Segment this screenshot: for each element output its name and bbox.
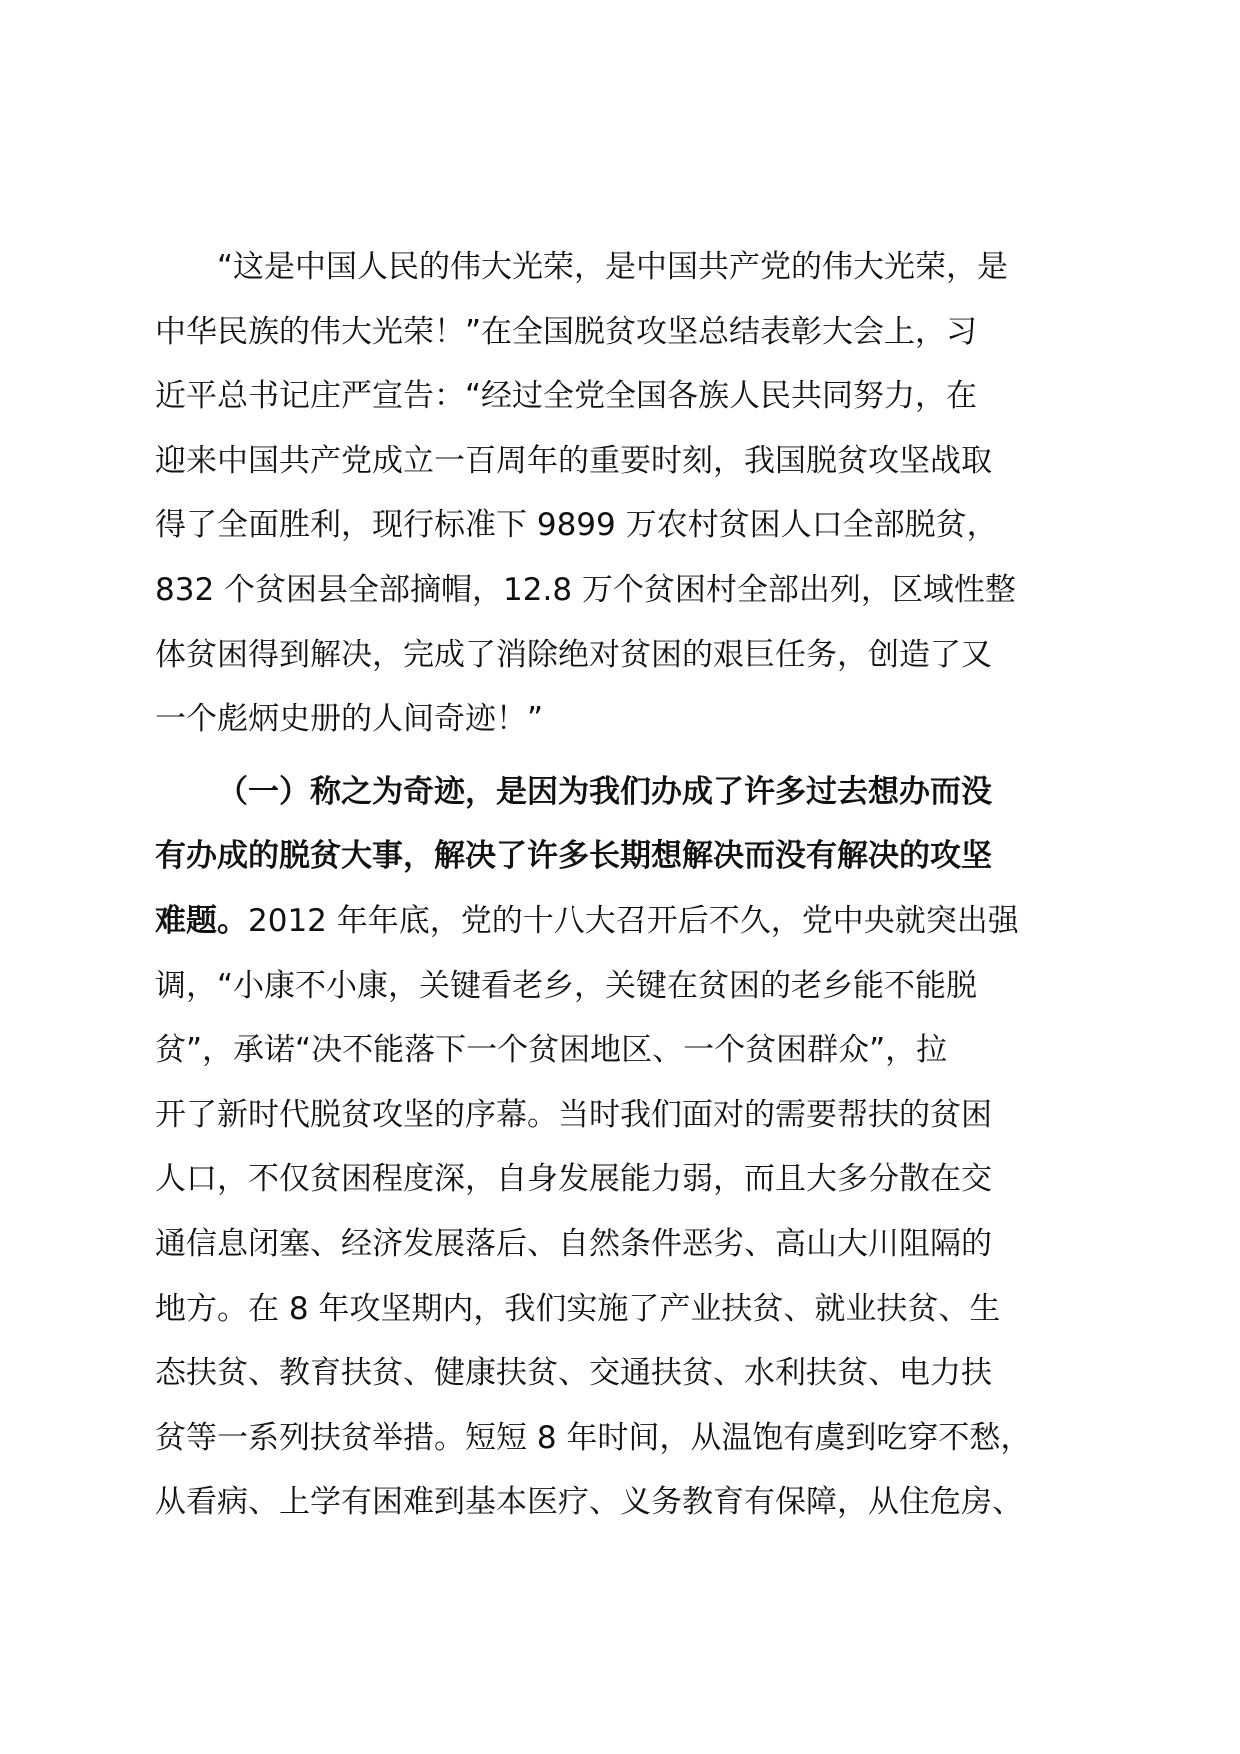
paragraph-line: 地方。在 8 年攻坚期内，我们实施了产业扶贫、就业扶贫、生 xyxy=(155,1290,1001,1327)
paragraph-line: 近平总书记庄严宣告：“经过全党全国各族人民共同努力，在 xyxy=(155,378,978,415)
paragraph-line: 体贫困得到解决，完成了消除绝对贫困的艰巨任务，创造了又 xyxy=(155,636,992,673)
section-heading-line: （一）称之为奇迹，是因为我们办成了许多过去想办而没 xyxy=(217,773,992,810)
paragraph-line: 态扶贫、教育扶贫、健康扶贫、交通扶贫、水利扶贫、电力扶 xyxy=(155,1355,992,1392)
paragraph-spacer xyxy=(155,752,1085,760)
paragraph-line: “这是中国人民的伟大光荣，是中国共产党的伟大光荣，是 xyxy=(217,249,1009,285)
paragraph-line: 得了全面胜利，现行标准下 9899 万农村贫困人口全部脱贫， xyxy=(155,507,998,544)
paragraph-line: 从看病、上学有困难到基本医疗、义务教育有保障，从住危房、 xyxy=(155,1484,1023,1521)
section-heading-end: 难题。 xyxy=(155,902,248,939)
paragraph-line: 人口，不仅贫困程度深，自身发展能力弱，而且大多分散在交 xyxy=(155,1161,992,1198)
paragraph-line: 迎来中国共产党成立一百周年的重要时刻，我国脱贫攻坚战取 xyxy=(155,442,992,479)
paragraph-1 xyxy=(155,235,1085,752)
paragraph-line: 中华民族的伟大光荣！”在全国脱贫攻坚总结表彰大会上，习 xyxy=(155,313,978,350)
paragraph-line: 调，“小康不小康，关键看老乡，关键在贫困的老乡能不能脱 xyxy=(155,967,978,1004)
paragraph-line: 贫”，承诺“决不能落下一个贫困地区、一个贫困群众”，拉 xyxy=(155,1032,948,1069)
body-text xyxy=(155,235,1085,1535)
paragraph-line: 开了新时代脱贫攻坚的序幕。当时我们面对的需要帮扶的贫困 xyxy=(155,1096,992,1133)
paragraph-line xyxy=(155,889,1085,954)
paragraph-line: 通信息闭塞、经济发展落后、自然条件恶劣、高山大川阻隔的 xyxy=(155,1225,992,1262)
paragraph-text: 2012 年年底，党的十八大召开后不久，党中央就突出强 xyxy=(248,902,1019,939)
paragraph-line: 832 个贫困县全部摘帽，12.8 万个贫困村全部出列，区域性整 xyxy=(155,571,1016,608)
paragraph-line: 贫等一系列扶贫举措。短短 8 年时间，从温饱有虞到吃穿不愁， xyxy=(155,1419,1032,1456)
paragraph-line: 一个彪炳史册的人间奇迹！” xyxy=(155,701,544,738)
section-heading-line: 有办成的脱贫大事，解决了许多长期想解决而没有解决的攻坚 xyxy=(155,838,992,875)
paragraph-2 xyxy=(155,760,1085,1535)
